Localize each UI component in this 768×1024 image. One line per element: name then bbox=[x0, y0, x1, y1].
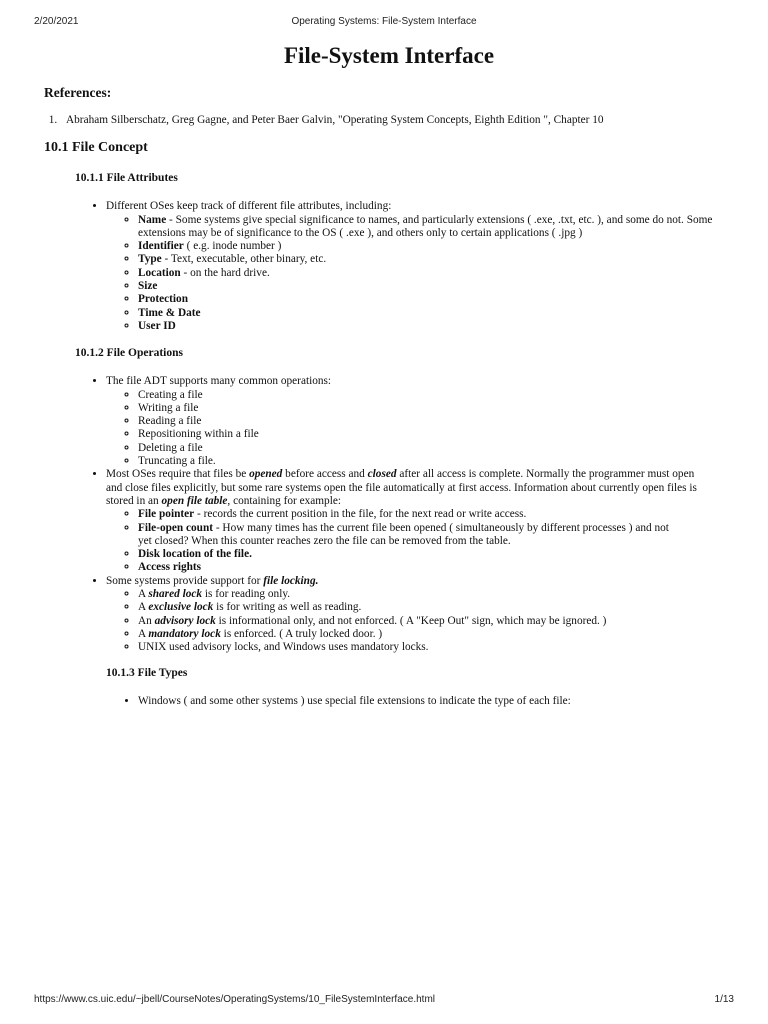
attribute-sublist bbox=[106, 214, 718, 334]
list-item: ◦ Disk location of the file. bbox=[138, 548, 678, 561]
reference-item: 1. Abraham Silberschatz, Greg Gagne, and Peter Baer Galvin, "Operating System Concepts, Eighth Edition ", Chapter 10 bbox=[60, 114, 734, 127]
list-item: ◦ A shared lock is for reading only. bbox=[138, 588, 734, 601]
list-item: ◦ A exclusive lock is for writing as well as reading. bbox=[138, 601, 734, 614]
references-list bbox=[44, 114, 734, 127]
list-item: • Windows ( and some other systems ) use special file extensions to indicate the type of each file: bbox=[138, 695, 734, 708]
list-item: ◦ Name - Some systems give special significance to names, and particularly extensions ( .exe, .txt, etc. ), and some do not. Some extensions may be of significance to the OS ( .exe ), and others only to certain applications ( .jpg ) bbox=[138, 214, 718, 241]
list-item: ◦ Protection bbox=[138, 293, 718, 306]
list-item: ◦ A mandatory lock is enforced. ( A truly locked door. ) bbox=[138, 628, 734, 641]
list-item: ◦ Writing a file bbox=[138, 402, 734, 415]
list-item: ◦ An advisory lock is informational only, and not enforced. ( A "Keep Out" sign, which may be ignored. ) bbox=[138, 615, 734, 628]
section-heading-10-1: 10.1 File Concept bbox=[44, 140, 148, 156]
locking-sublist bbox=[106, 588, 734, 654]
print-page-title: Operating Systems: File-System Interface bbox=[291, 16, 477, 27]
print-footer bbox=[0, 994, 768, 1010]
list-item: ◦ Time & Date bbox=[138, 307, 718, 320]
list-item: ◦ Type - Text, executable, other binary, etc. bbox=[138, 253, 718, 266]
operations-sublist bbox=[106, 389, 734, 469]
list-item: • The file ADT supports many common operations: ◦ Creating a file ◦ Writing a file ◦ Reading a file ◦ Repositioning within a file ◦ Deleting a file ◦ Truncating a file. bbox=[106, 375, 734, 468]
document-body bbox=[44, 40, 734, 708]
list-item: ◦ UNIX used advisory locks, and Windows uses mandatory locks. bbox=[138, 641, 734, 654]
list-item: ◦ Truncating a file. bbox=[138, 455, 734, 468]
list-item: ◦ Access rights bbox=[138, 561, 678, 574]
subsection-heading-10-1-1: 10.1.1 File Attributes bbox=[75, 172, 178, 185]
subsection-heading-10-1-2: 10.1.2 File Operations bbox=[75, 347, 183, 360]
references-heading: References: bbox=[44, 85, 112, 100]
print-date: 2/20/2021 bbox=[34, 16, 79, 27]
list-item: ◦ Size bbox=[138, 280, 718, 293]
list-item: ◦ Identifier ( e.g. inode number ) bbox=[138, 240, 718, 253]
file-types-list bbox=[44, 695, 734, 708]
page-number: 1/13 bbox=[714, 994, 734, 1005]
list-item: • Some systems provide support for file locking. ◦ A shared lock is for reading only. ◦ A exclusive lock is for writing as well as reading. ◦ An advisory lock is informational only, and not enforced. ( A "Keep Out" sign, which may be ignored. ) ◦ A mandatory lock is enforced. ( A truly locked door. ) ◦ UNIX used advisory locks, and Windows uses mandatory locks. bbox=[106, 575, 734, 655]
list-item: • Most OSes require that files be opened before access and closed after all access is complete. Normally the programmer must open and close files explicitly, but some rare systems open the file automatically at first access. Information about currently open files is stored in an open file table, containing for example: ◦ File pointer - records the current position in the file, for the next read or write access. ◦ File-open count - How many times has the current file been opened ( simultaneously by different processes ) and not yet closed? When this counter reaches zero the file can be removed from the table. ◦ Disk location of the file. ◦ Access rights bbox=[106, 468, 700, 574]
print-url[interactable]: https://www.cs.uic.edu/~jbell/CourseNotes/OperatingSystems/10_FileSystemInterface.html bbox=[34, 994, 436, 1005]
list-item: ◦ Location - on the hard drive. bbox=[138, 267, 718, 280]
file-attributes-list bbox=[44, 200, 734, 333]
page-title: File-System Interface bbox=[283, 43, 495, 68]
list-item: ◦ File pointer - records the current position in the file, for the next read or write access. bbox=[138, 508, 678, 521]
list-item: ◦ Creating a file bbox=[138, 389, 734, 402]
list-item: ◦ User ID bbox=[138, 320, 718, 333]
subsection-heading-10-1-3: 10.1.3 File Types bbox=[106, 666, 188, 679]
file-operations-list bbox=[44, 375, 734, 654]
list-item: • Different OSes keep track of different file attributes, including: ◦ Name - Some systems give special significance to names, and particularly extensions ( .exe, .txt, etc. ), and some do not. Some extensions may be of significance to the OS ( .exe ), and others only to certain applications ( .jpg ) ◦ Identifier ( e.g. inode number ) ◦ Type - Text, executable, other binary, etc. ◦ Location - on the hard drive. ◦ Size ◦ Protection ◦ Time & Date ◦ User ID bbox=[106, 200, 734, 333]
list-item: ◦ Repositioning within a file bbox=[138, 428, 734, 441]
list-item: ◦ Reading a file bbox=[138, 415, 734, 428]
list-item: ◦ Deleting a file bbox=[138, 442, 734, 455]
list-item: ◦ File-open count - How many times has the current file been opened ( simultaneously by different processes ) and not yet closed? When this counter reaches zero the file can be removed from the table. bbox=[138, 522, 678, 549]
print-header bbox=[0, 16, 768, 32]
open-file-table-sublist bbox=[106, 508, 678, 574]
